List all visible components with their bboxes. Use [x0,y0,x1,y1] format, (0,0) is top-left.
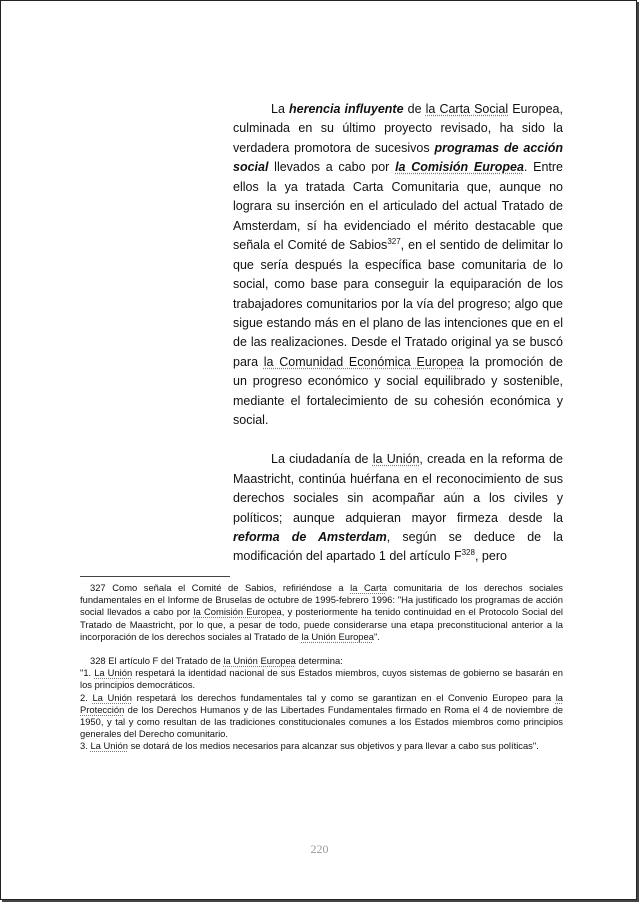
text-run: , pero [474,549,507,564]
smart-tag-text: La Unión [90,740,128,752]
text-run: de los Derechos Humanos y de las Libertades Fundamentales firmado en Roma el 4 de noviembre de 1950, y tal y como resultan de las tradiciones constitucionales comunes a los Estados miembros como principios generales del Derecho comunitario. [80,703,563,740]
text-run: Europea, culminada en su último proyecto revisado, ha sido la verdadera promotora de sucesivos [233,102,563,155]
smart-tag-text: la Unión Europea [301,630,374,642]
footnotes [80,582,563,753]
smart-tag-text: la Unión Europea [223,655,296,667]
footnote-number: 327 [90,582,106,593]
footnote-item-3 [80,740,563,752]
text-run: , creada en la reforma de Maastricht, continúa huérfana en el reconocimiento de sus derechos sociales sin acompañar aún a los civiles y políticos; aunque adquieran mayor firmeza desde la [233,452,563,525]
text-run: 3. [80,740,91,752]
footnote-327 [80,582,563,643]
smart-tag-text: La Unión [94,667,133,679]
smart-tag-text: la Comunidad Económica Europea [263,354,464,369]
body-text [233,100,563,567]
smart-tag-text: la Carta Social [425,102,509,116]
smart-tag-text: la Comisión Europea [395,160,524,175]
text-run: se dotará de los medios necesarios para alcanzar sus objetivos y para llevar a cabo sus políticas". [127,740,539,752]
footnote-ref-327[interactable]: 327 [387,237,401,247]
text-run: , en el sentido de delimitar lo que sería después la específica base comunitaria de lo social, como base para conseguir la equiparación de los trabajadores comunitarios por la vía del progreso; algo que sigue estando más en el plano de las intenciones que en el de las realizaciones. Desde el Tratado original ya se buscó para [233,238,563,369]
smart-tag-text: la Carta [350,582,387,593]
paragraph-2 [233,450,563,567]
text-run: llevados a cabo por [268,160,396,175]
text-run: , según se deduce de la modificación del apartado 1 del artículo F [233,529,563,564]
text-run: La ciudadanía de [271,452,373,467]
emphasis-text: herencia influyente [289,102,404,116]
footnote-328 [80,655,563,753]
text-run: "1. [80,667,95,679]
text-run: La [271,102,289,116]
text-run: la promoción de un progreso económico y social equilibrado y sostenible, mediante el fortalecimiento de su cohesión económica y social. [233,354,563,428]
text-run: Como señala el Comité de Sabios, refiriéndose a [112,582,351,593]
footnote-number: 328 [90,655,106,667]
text-run: comunitaria de los derechos sociales fundamentales en el Informe de Bruselas de octubre de 1995-febrero 1996: "Ha justificado los programas de acción social llevados a cabo por [80,582,563,618]
smart-tag-text: la Comisión Europea [193,606,282,618]
text-run: 2. [80,691,93,703]
text-run: respetará la identidad nacional de sus Estados miembros, cuyos sistemas de gobierno se basarán en los principios democráticos. [80,667,563,691]
footnote-separator [80,576,230,577]
text-run: determina: [295,655,343,667]
footnote-ref-328[interactable]: 328 [461,548,475,558]
footnote-item-2 [80,692,563,741]
text-run: de [403,102,426,116]
emphasis-text: reforma de Amsterdam [233,529,387,544]
page-number: 220 [310,842,329,856]
smart-tag-text: La Unión [92,691,132,703]
smart-tag-text: la Unión [372,452,420,467]
footnote-item-1 [80,667,563,691]
text-run: , y posteriormente ha tenido continuidad en el Protocolo Social del Tratado de Maastricht, por lo que, a pesar de todo, puede considerarse una etapa preconstitucional anterior a la incorporación de los derechos sociales al Tratado de [80,606,564,642]
smart-tag-text: la Protección [80,691,563,715]
text-run: El artículo F del Tratado de [108,655,224,667]
footnote-intro [80,655,563,667]
paragraph-1 [233,100,563,431]
text-run: respetará los derechos fundamentales tal y como se garantizan en el Convenio Europeo para [132,691,556,703]
emphasis-text: programas de acción social [233,140,563,175]
text-run: . Entre ellos la ya tratada Carta Comunitaria que, aunque no lograra su inserción en el articulado del actual Tratado de Amsterdam, sí ha evidenciado el mérito destacable que señala el Comité de Sabios [233,160,563,253]
text-run: ". [373,630,380,642]
